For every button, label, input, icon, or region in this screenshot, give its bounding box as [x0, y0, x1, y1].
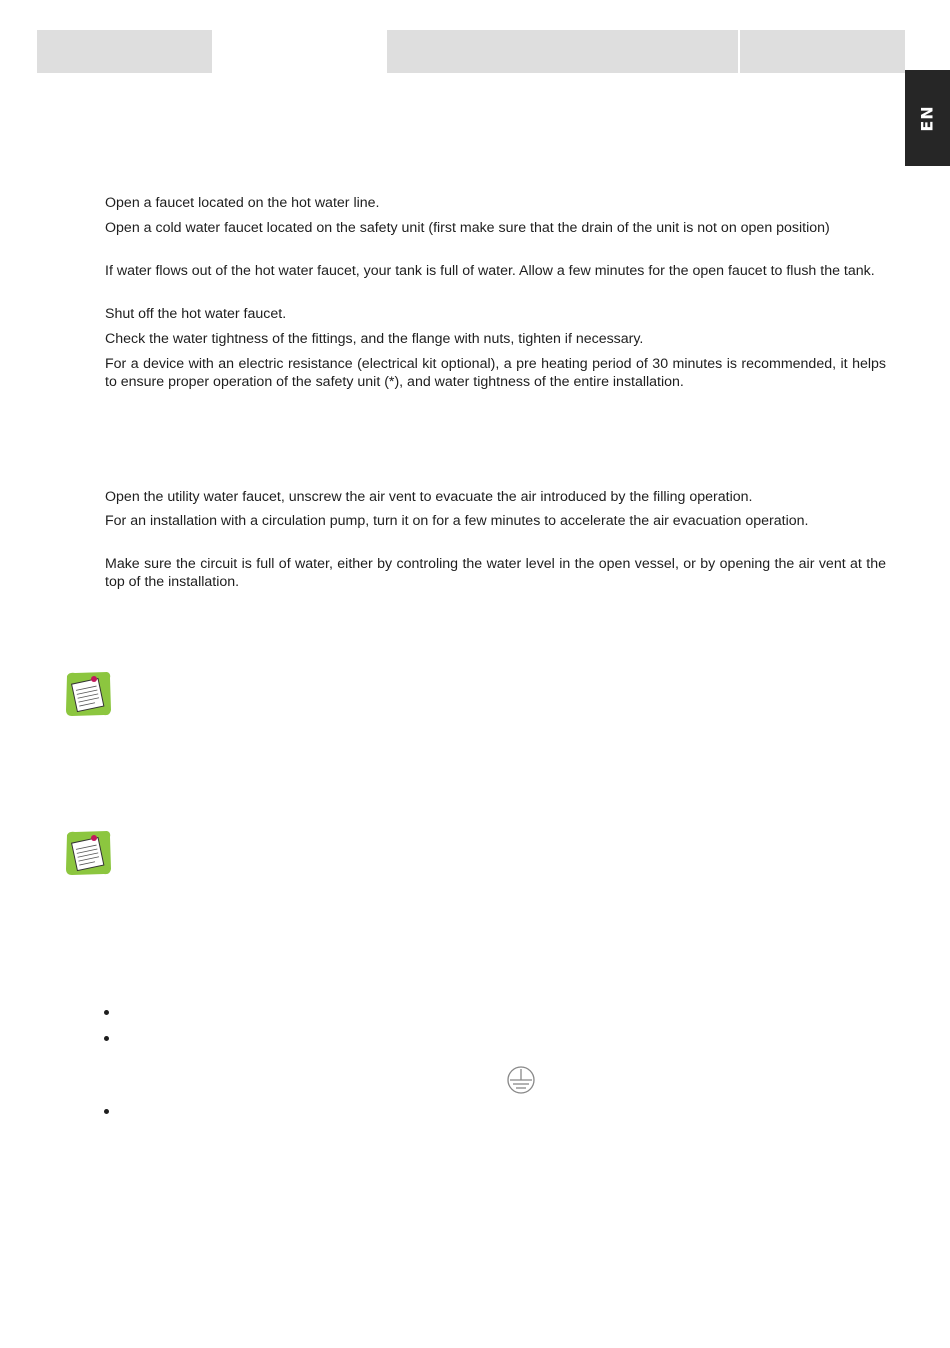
header-block-right: [740, 30, 905, 73]
fill-tank-step-4: Shut off the hot water faucet.: [105, 306, 287, 322]
fill-tank-step-3: If water flows out of the hot water faucet, your tank is full of water. Allow a few minutes for the open faucet to flush the tank.: [105, 263, 875, 279]
earth-ground-icon: [505, 1066, 537, 1094]
bullet-point: [104, 1109, 109, 1114]
header-block-middle: [387, 30, 738, 73]
bullet-point: [104, 1010, 109, 1015]
fill-circuit-step-2: For an installation with a circulation pump, turn it on for a few minutes to accelerate the air evacuation operation.: [105, 513, 809, 529]
fill-circuit-step-3: Make sure the circuit is full of water, either by controling the water level in the open vessel, or by opening the air vent at the top of the installation.: [105, 556, 886, 590]
fill-circuit-step-1: Open the utility water faucet, unscrew the air vent to evacuate the air introduced by the filling operation.: [105, 489, 753, 505]
fill-tank-step-6: For a device with an electric resistance (electrical kit optional), a pre heating period of 30 minutes is recommended, it helps to ensure proper operation of the safety unit (*), and water tightness of the entire installation.: [105, 356, 886, 390]
note-pad-icon: [63, 670, 113, 718]
header-block-left: [37, 30, 212, 73]
fill-tank-step-5: Check the water tightness of the fittings, and the flange with nuts, tighten if necessary.: [105, 331, 644, 347]
bullet-point: [104, 1036, 109, 1041]
fill-tank-step-2: Open a cold water faucet located on the safety unit (first make sure that the drain of the unit is not on open position): [105, 220, 830, 236]
language-tab-label: EN: [917, 104, 937, 132]
fill-tank-step-1: Open a faucet located on the hot water line.: [105, 195, 380, 211]
language-tab: [905, 70, 950, 166]
note-pad-icon: [63, 829, 113, 877]
